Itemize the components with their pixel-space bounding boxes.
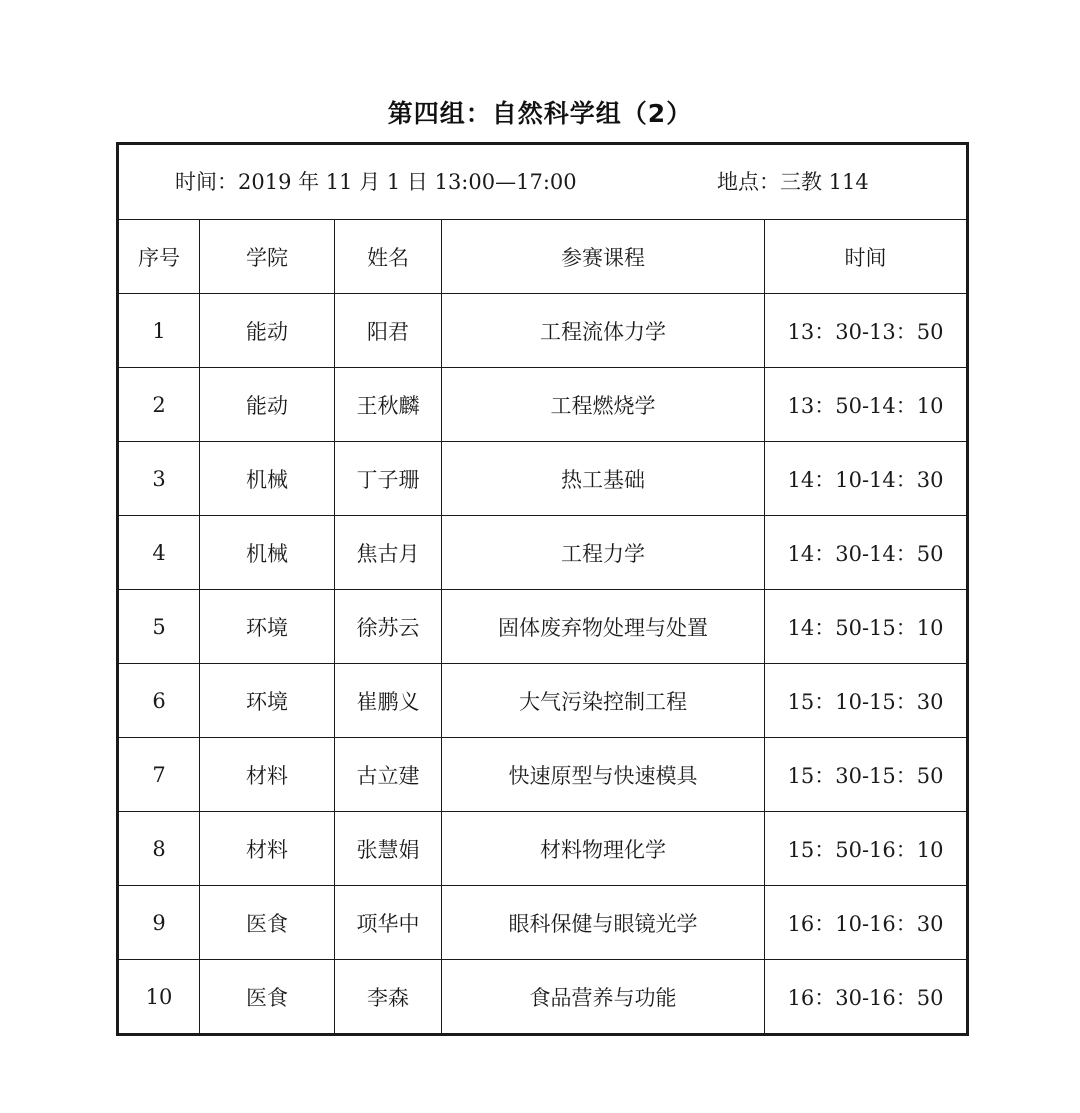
column-header-college: 学院 bbox=[200, 220, 335, 294]
table-row bbox=[118, 960, 968, 1035]
cell-course: 工程流体力学 bbox=[442, 294, 765, 368]
session-time: 时间：2019 年 11 月 1 日 13:00—17:00 bbox=[175, 170, 577, 194]
page-title: 第四组：自然科学组（2） bbox=[387, 99, 693, 128]
cell-college: 医食 bbox=[200, 886, 335, 960]
cell-course: 快速原型与快速模具 bbox=[442, 738, 765, 812]
cell-time: 14：10-14：30 bbox=[765, 442, 968, 516]
cell-name: 王秋麟 bbox=[335, 368, 442, 442]
cell-time: 14：30-14：50 bbox=[765, 516, 968, 590]
cell-course: 材料物理化学 bbox=[442, 812, 765, 886]
cell-name: 阳君 bbox=[335, 294, 442, 368]
cell-number: 9 bbox=[118, 886, 200, 960]
cell-number: 8 bbox=[118, 812, 200, 886]
cell-course: 大气污染控制工程 bbox=[442, 664, 765, 738]
column-header-number: 序号 bbox=[118, 220, 200, 294]
column-header-time: 时间 bbox=[765, 220, 968, 294]
cell-college: 材料 bbox=[200, 812, 335, 886]
cell-number: 3 bbox=[118, 442, 200, 516]
cell-name: 崔鹏义 bbox=[335, 664, 442, 738]
cell-course: 眼科保健与眼镜光学 bbox=[442, 886, 765, 960]
cell-name: 徐苏云 bbox=[335, 590, 442, 664]
table-row bbox=[118, 664, 968, 738]
cell-name: 焦古月 bbox=[335, 516, 442, 590]
cell-number: 2 bbox=[118, 368, 200, 442]
cell-time: 13：50-14：10 bbox=[765, 368, 968, 442]
cell-time: 14：50-15：10 bbox=[765, 590, 968, 664]
header-row bbox=[118, 220, 968, 294]
cell-number: 1 bbox=[118, 294, 200, 368]
cell-college: 环境 bbox=[200, 664, 335, 738]
cell-college: 能动 bbox=[200, 294, 335, 368]
cell-time: 16：10-16：30 bbox=[765, 886, 968, 960]
cell-college: 材料 bbox=[200, 738, 335, 812]
cell-college: 机械 bbox=[200, 442, 335, 516]
cell-course: 热工基础 bbox=[442, 442, 765, 516]
cell-course: 食品营养与功能 bbox=[442, 960, 765, 1035]
table-row bbox=[118, 738, 968, 812]
info-row bbox=[118, 144, 968, 220]
cell-time: 15：10-15：30 bbox=[765, 664, 968, 738]
cell-time: 15：50-16：10 bbox=[765, 812, 968, 886]
cell-number: 5 bbox=[118, 590, 200, 664]
info-cell bbox=[118, 144, 968, 220]
cell-number: 4 bbox=[118, 516, 200, 590]
column-header-course: 参赛课程 bbox=[442, 220, 765, 294]
cell-time: 16：30-16：50 bbox=[765, 960, 968, 1035]
cell-number: 6 bbox=[118, 664, 200, 738]
table-row bbox=[118, 294, 968, 368]
session-location: 地点：三教 114 bbox=[717, 170, 869, 194]
table-row bbox=[118, 590, 968, 664]
schedule-table bbox=[116, 142, 969, 1036]
cell-name: 古立建 bbox=[335, 738, 442, 812]
cell-course: 固体废弃物处理与处置 bbox=[442, 590, 765, 664]
cell-time: 13：30-13：50 bbox=[765, 294, 968, 368]
cell-number: 10 bbox=[118, 960, 200, 1035]
cell-number: 7 bbox=[118, 738, 200, 812]
cell-college: 环境 bbox=[200, 590, 335, 664]
cell-college: 医食 bbox=[200, 960, 335, 1035]
table-row bbox=[118, 368, 968, 442]
table-row bbox=[118, 886, 968, 960]
table-row bbox=[118, 812, 968, 886]
table-row bbox=[118, 516, 968, 590]
table-row bbox=[118, 442, 968, 516]
cell-name: 项华中 bbox=[335, 886, 442, 960]
cell-name: 丁子珊 bbox=[335, 442, 442, 516]
cell-college: 机械 bbox=[200, 516, 335, 590]
cell-course: 工程燃烧学 bbox=[442, 368, 765, 442]
cell-name: 张慧娟 bbox=[335, 812, 442, 886]
cell-time: 15：30-15：50 bbox=[765, 738, 968, 812]
cell-course: 工程力学 bbox=[442, 516, 765, 590]
column-header-name: 姓名 bbox=[335, 220, 442, 294]
cell-college: 能动 bbox=[200, 368, 335, 442]
cell-name: 李森 bbox=[335, 960, 442, 1035]
